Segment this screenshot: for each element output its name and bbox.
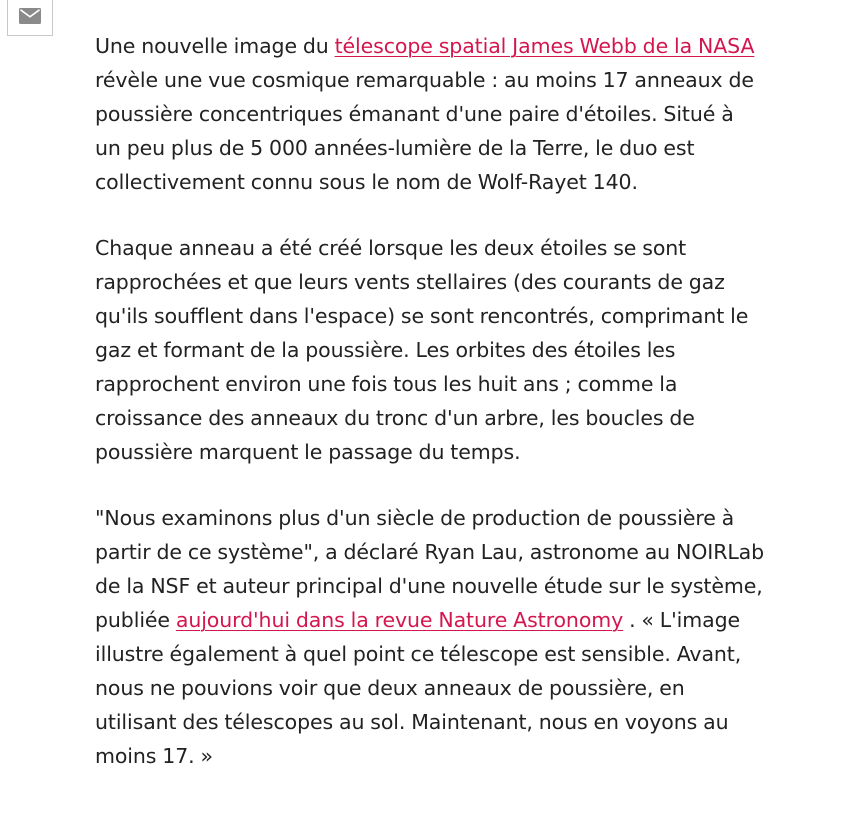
mail-icon	[19, 8, 41, 24]
paragraph-1-intro: Une nouvelle image du	[95, 34, 335, 58]
paragraph-1-text: révèle une vue cosmique remarquable : au moins 17 anneaux de poussière concentriques émanant d'une paire d'étoiles. Situé à un peu plus de 5 000 années-lumière de la Terre, le duo est collectivement connu sous le nom de Wolf-Rayet 140.	[95, 68, 754, 194]
paragraph-2: Chaque anneau a été créé lorsque les deux étoiles se sont rapprochées et que leurs vents stellaires (des courants de gaz qu'ils soufflent dans l'espace) se sont rencontrés, comprimant le gaz et formant de la poussière. Les orbites des étoiles les rapprochent environ une fois tous les huit ans ; comme la croissance des anneaux du tronc d'un arbre, les boucles de poussière marquent le passage du temps.	[95, 236, 749, 464]
paragraph-3-intro: "Nous examinons plus d'un siècle de production de poussière à partir de ce système", a déclaré Ryan Lau, astronome au NOIRLab de la NSF et auteur principal d'une nouvelle étude sur le système, publiée	[95, 506, 765, 632]
article-body	[95, 29, 765, 805]
paragraph-3-text: . « L'image illustre également à quel point ce télescope est sensible. Avant, nous ne pouvions voir que deux anneaux de poussière, en utilisant des télescopes au sol. Maintenant, nous en voyons au moins 17. »	[95, 608, 742, 768]
email-share-button[interactable]	[7, 0, 53, 36]
paragraph-1	[95, 29, 765, 199]
nature-astronomy-link[interactable]: aujourd'hui dans la revue Nature Astronomy	[175, 608, 624, 632]
paragraph-3	[95, 501, 765, 773]
jwst-nasa-link[interactable]: télescope spatial James Webb de la NASA	[334, 34, 755, 58]
